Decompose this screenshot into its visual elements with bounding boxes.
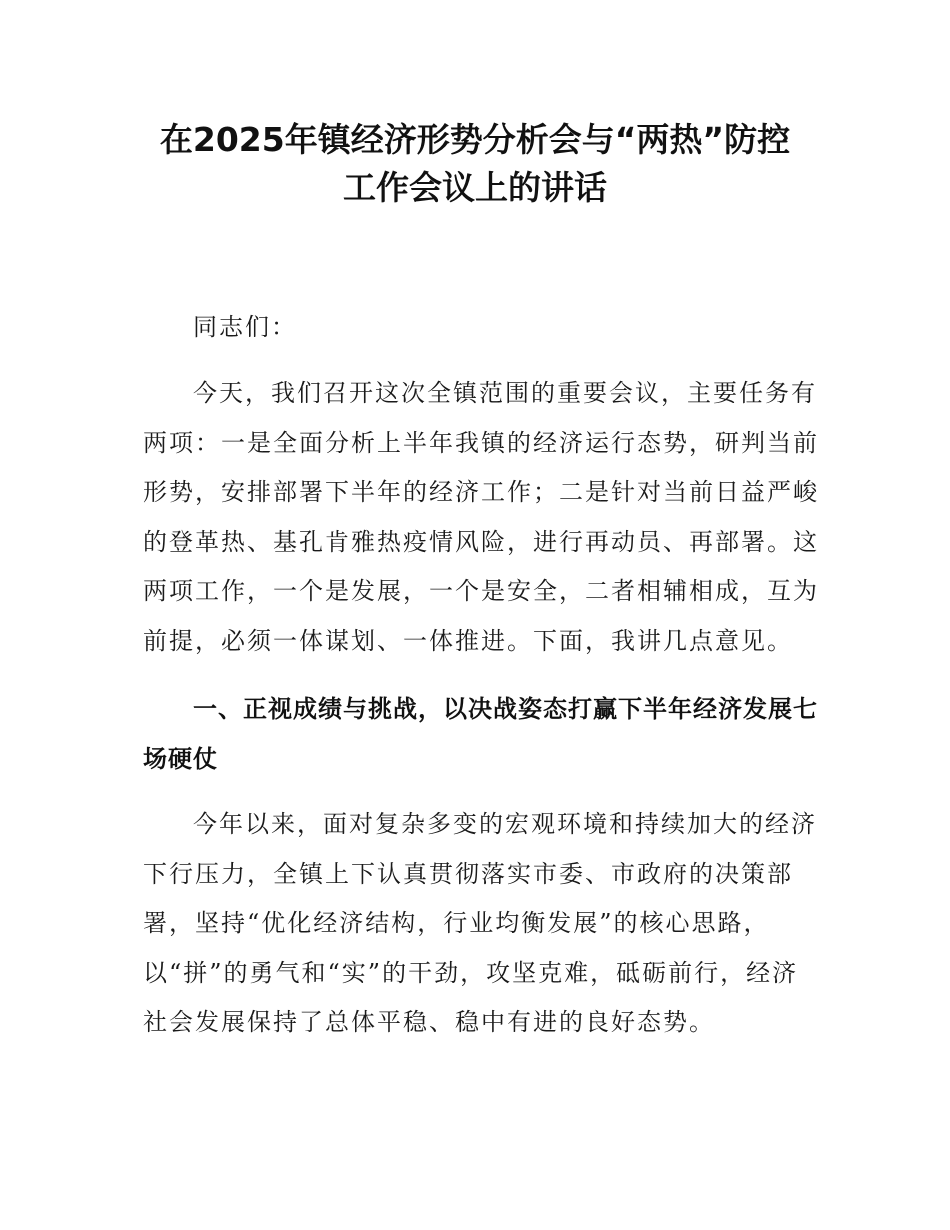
paragraph-intro: 今天，我们召开这次全镇范围的重要会议，主要任务有两项：一是全面分析上半年我镇的经济运行态势，研判当前形势，安排部署下半年的经济工作；二是针对当前日益严峻的登革热、基孔肯雅热疫情风险，进行再动员、再部署。这两项工作，一个是发展，一个是安全，二者相辅相成，互为前提，必须一体谋划、一体推进。下面，我讲几点意见。: [143, 379, 819, 655]
section-heading-1: 一、正视成绩与挑战，以决战姿态打赢下半年经济发展七场硬仗: [143, 695, 818, 773]
paragraph-section-1: 今年以来，面对复杂多变的宏观环境和持续加大的经济下行压力，全镇上下认真贯彻落实市委、市政府的决策部署，坚持“优化经济结构，行业均衡发展”的核心思路，以“拼”的勇气和“实”的干劲，攻坚克难，砥砺前行，经济社会发展保持了总体平稳、稳中有进的良好态势。: [143, 810, 817, 1036]
document-title-line-2: 工作会议上的讲话: [343, 168, 607, 207]
document-title-line-1: 在2025年镇经济形势分析会与“两热”防控: [159, 120, 791, 159]
greeting: 同志们：: [193, 313, 297, 341]
